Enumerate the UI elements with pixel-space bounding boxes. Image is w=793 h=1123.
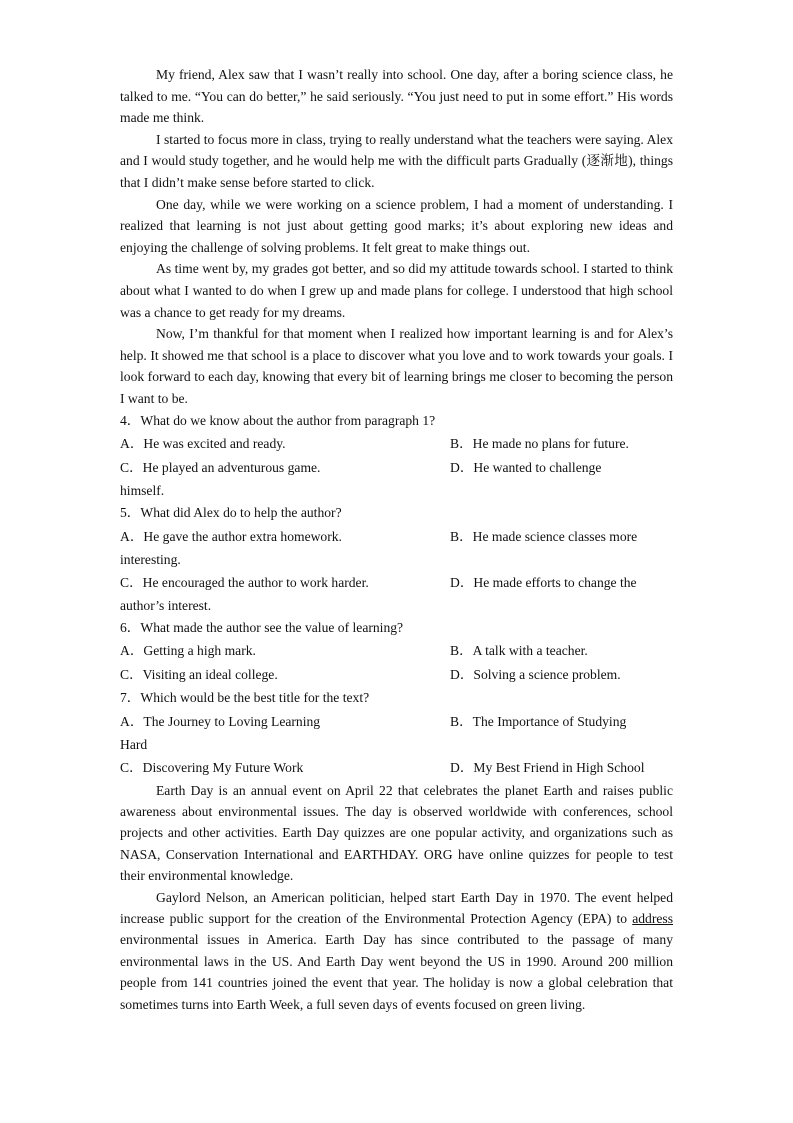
document-page <box>120 64 673 1015</box>
option-c: C．He encouraged the author to work harder. <box>120 574 369 590</box>
option-b: B．He made science classes more <box>450 528 638 544</box>
option-row <box>120 663 673 687</box>
option-b: B．The Importance of Studying <box>450 713 627 729</box>
paragraph: Earth Day is an annual event on April 22 that celebrates the planet Earth and raises public awareness about environmental issues. The day is observed worldwide with conferences, school projects and other activities. Earth Day quizzes are one popular activity, and organizations such as NASA, Conservation International and EARTHDAY. ORG have online quizzes for people to test their environmental knowledge. <box>120 782 673 884</box>
question-stem: 5．What did Alex do to help the author? <box>120 505 342 520</box>
option-d: D．He wanted to challenge <box>450 460 602 475</box>
option-d: D．My Best Friend in High School <box>450 759 645 775</box>
option-a: A．The Journey to Loving Learning <box>120 713 321 729</box>
option-row <box>120 571 673 595</box>
question-stem: 6．What made the author see the value of learning? <box>120 619 404 635</box>
question-stem: 7．Which would be the best title for the text? <box>120 690 370 705</box>
question-stem: 4．What do we know about the author from paragraph 1? <box>120 412 436 428</box>
option-continuation: Hard <box>120 736 148 752</box>
option-c: C．Discovering My Future Work <box>120 759 304 775</box>
option-row <box>120 456 673 480</box>
option-continuation: author’s interest. <box>120 597 212 613</box>
option-b: B．He made no plans for future. <box>450 436 629 451</box>
option-a: A．He was excited and ready. <box>120 436 286 451</box>
paragraph: Now, I’m thankful for that moment when I realized how important learning is and for Alex’s help. It showed me that school is a place to discover what you love and to work towards your goals. I look forward to each day, knowing that every bit of learning brings me closer to becoming the person I want to be. <box>120 326 673 406</box>
reading-passage-1 <box>120 64 673 410</box>
option-continuation: himself. <box>120 483 165 498</box>
question-5 <box>120 502 673 617</box>
option-c: C．Visiting an ideal college. <box>120 667 278 682</box>
paragraph <box>120 887 673 1015</box>
underlined-word: address <box>632 910 673 926</box>
option-row <box>120 525 673 549</box>
option-row <box>120 710 673 734</box>
paragraph-text: Gaylord Nelson, an American politician, helped start Earth Day in 1970. The event helped increase public support for the creation of the Environmental Protection Agency (EPA) to <box>120 889 673 926</box>
option-row <box>120 432 673 456</box>
question-7 <box>120 687 673 780</box>
option-a: A．Getting a high mark. <box>120 643 256 658</box>
option-continuation: interesting. <box>120 551 181 567</box>
question-6 <box>120 617 673 688</box>
option-d: D．Solving a science problem. <box>450 667 621 682</box>
option-b: B．A talk with a teacher. <box>450 643 588 658</box>
paragraph: As time went by, my grades got better, and so did my attitude towards school. I started to think about what I wanted to do when I grew up and made plans for college. I understood that high school was a chance to get ready for my dreams. <box>120 261 673 320</box>
paragraph: One day, while we were working on a science problem, I had a moment of understanding. I realized that learning is not just about getting good marks; it’s about exploring new ideas and enjoying the challenge of solving problems. It felt great to make things out. <box>120 196 673 255</box>
option-a: A．He gave the author extra homework. <box>120 528 342 544</box>
paragraph: My friend, Alex saw that I wasn’t really into school. One day, after a boring science class, he talked to me. “You can do better,” he said seriously. “You just need to put in some effort.” His words made me think. <box>120 67 673 126</box>
reading-passage-2 <box>120 780 673 1015</box>
paragraph: I started to focus more in class, trying to really understand what the teachers were saying. Alex and I would study together, and he would help me with the difficult parts Gradually (逐渐地), things that I didn’t make sense before started to click. <box>120 131 673 190</box>
option-row <box>120 639 673 663</box>
option-row <box>120 756 673 780</box>
option-c: C．He played an adventurous game. <box>120 460 321 475</box>
question-4 <box>120 410 673 503</box>
paragraph-text: environmental issues in America. Earth Day has since contributed to the passage of many environmental laws in the US. And Earth Day went beyond the US in 1990. Around 200 million people from 141 countries joined the event that year. The holiday is now a global celebration that sometimes turns into Earth Week, a full seven days of events focused on green living. <box>120 932 673 1012</box>
option-d: D．He made efforts to change the <box>450 574 637 590</box>
